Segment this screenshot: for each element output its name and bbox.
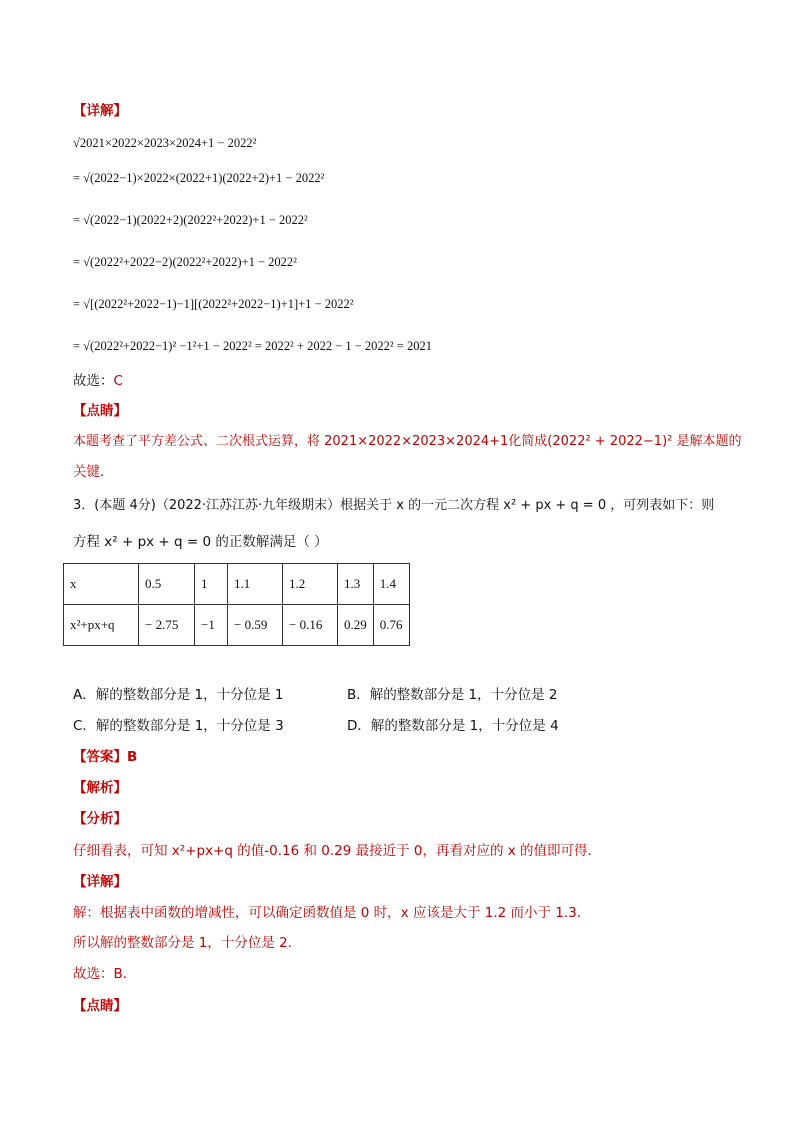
question-3-line-1: 3．(本题 4分)（2022·江苏江苏·九年级期末）根据关于 x 的一元二次方程 x² + px + q = 0 ，可列表如下：则 xyxy=(73,498,715,513)
detail-heading-2: 【详解】 xyxy=(73,874,127,890)
fenxi-text: 仔细看表，可知 x²+px+q 的值-0.16 和 0.29 最接近于 0，再看对应的 x 的值即可得． xyxy=(73,843,602,859)
math-line-4: = √(2022²+2022−2)(2022²+2022)+1 − 2022² xyxy=(73,255,297,269)
table-cell: x²+px+q xyxy=(64,605,139,646)
table-cell: − 2.75 xyxy=(139,605,195,646)
table-cell: 1.2 xyxy=(283,564,338,605)
table-cell: 1.1 xyxy=(228,564,283,605)
choose-answer: C xyxy=(113,373,123,389)
table-cell: − 0.59 xyxy=(228,605,283,646)
option-d: D．解的整数部分是 1，十分位是 4 xyxy=(347,718,559,734)
table-cell: 0.76 xyxy=(373,605,409,646)
table-cell: 0.29 xyxy=(338,605,374,646)
solution-line-1: 解：根据表中函数的增减性，可以确定函数值是 0 时，x 应该是大于 1.2 而小于 1.3． xyxy=(73,905,591,921)
choose-label: 故选： xyxy=(73,373,114,389)
option-a: A．解的整数部分是 1，十分位是 1 xyxy=(73,687,284,703)
option-c: C．解的整数部分是 1，十分位是 3 xyxy=(73,718,284,734)
table-cell: 1 xyxy=(195,564,228,605)
choose-line xyxy=(73,371,123,391)
fenxi-heading: 【分析】 xyxy=(73,811,127,827)
table-cell: 1.3 xyxy=(338,564,374,605)
comment-line-2: 关键． xyxy=(73,464,114,480)
table-cell: x xyxy=(64,564,139,605)
section-comment-heading: 【点睛】 xyxy=(73,403,127,419)
table-row xyxy=(64,605,410,646)
answer-line: 【答案】B xyxy=(73,749,138,765)
table-cell: − 0.16 xyxy=(283,605,338,646)
math-line-2: = √(2022−1)×2022×(2022+1)(2022+2)+1 − 2022² xyxy=(73,171,325,185)
comment-heading-2: 【点睛】 xyxy=(73,998,127,1014)
solution-line-2: 所以解的整数部分是 1，十分位是 2． xyxy=(73,935,302,951)
values-table xyxy=(63,563,410,646)
math-line-1: √2021×2022×2023×2024+1 − 2022² xyxy=(73,136,257,150)
table-cell: 0.5 xyxy=(139,564,195,605)
choose-line-2: 故选：B． xyxy=(73,966,137,982)
question-3-line-2: 方程 x² + px + q = 0 的正数解满足（ ） xyxy=(73,534,328,550)
analysis-heading: 【解析】 xyxy=(73,780,127,796)
section-detail-heading: 【详解】 xyxy=(73,103,127,119)
math-line-6: = √(2022²+2022−1)² −1²+1 − 2022² = 2022² + 2022 − 1 − 2022² = 2021 xyxy=(73,339,432,353)
table-cell: −1 xyxy=(195,605,228,646)
math-line-3: = √(2022−1)(2022+2)(2022²+2022)+1 − 2022² xyxy=(73,213,308,227)
math-line-5: = √[(2022²+2022−1)−1][(2022²+2022−1)+1]+1 − 2022² xyxy=(73,297,354,311)
option-b: B．解的整数部分是 1，十分位是 2 xyxy=(347,687,558,703)
table-row xyxy=(64,564,410,605)
comment-line-1: 本题考查了平方差公式、二次根式运算，将 2021×2022×2023×2024+1化简成(2022² + 2022−1)² 是解本题的 xyxy=(73,434,742,449)
table-cell: 1.4 xyxy=(373,564,409,605)
